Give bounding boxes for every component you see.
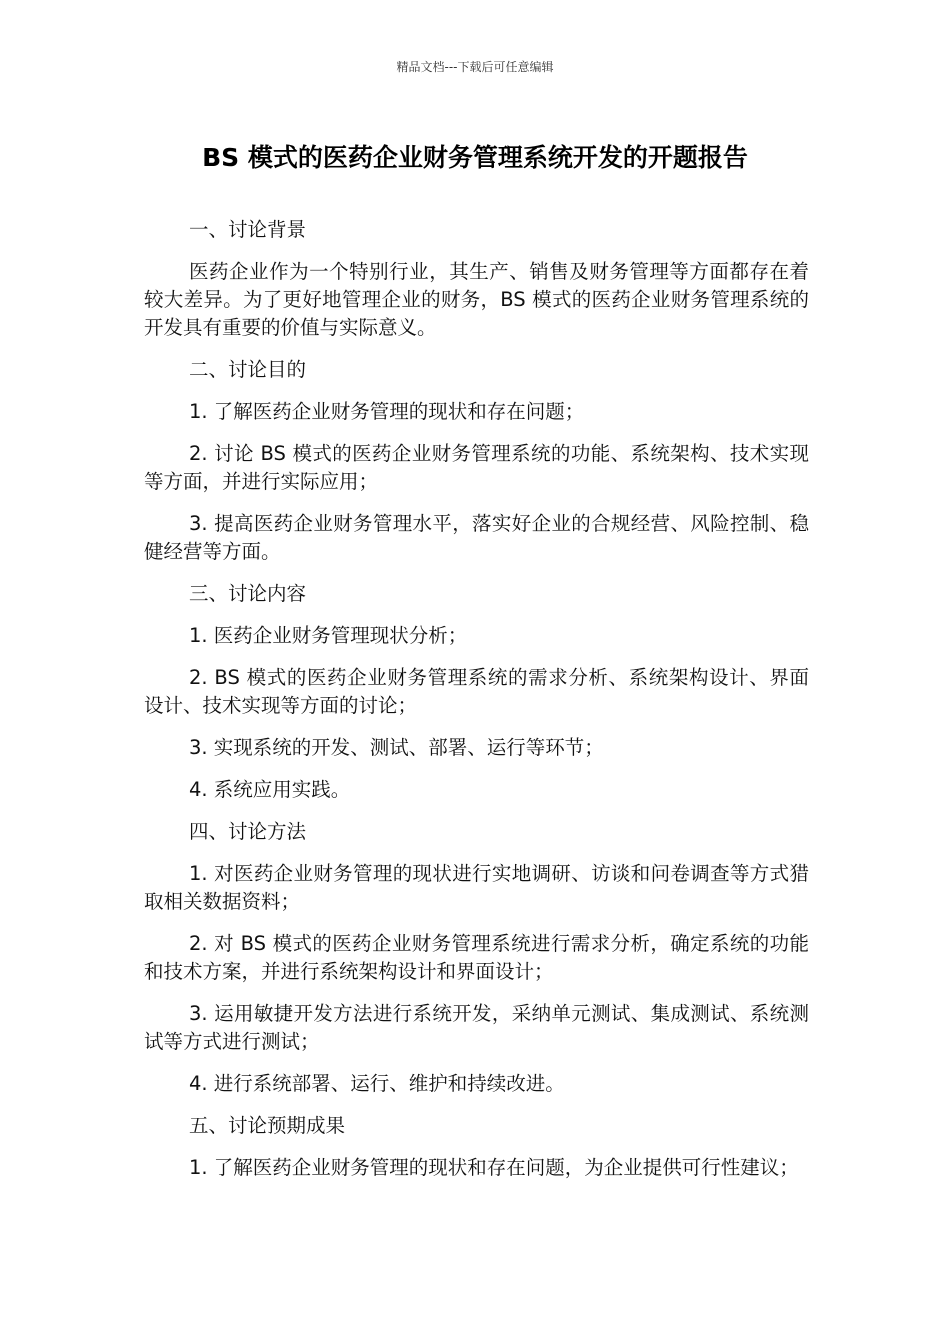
list-item: 1. 了解医药企业财务管理的现状和存在问题； (189, 400, 585, 423)
list-item: 4. 系统应用实践。 (189, 778, 351, 801)
paragraph-background: 医药企业作为一个特别行业，其生产、销售及财务管理等方面都存在着较大差异。为了更好地管理企业的财务，BS 模式的医药企业财务管理系统的开发具有重要的价值与实际意义。 (144, 260, 809, 339)
list-item: 1. 医药企业财务管理现状分析； (189, 624, 468, 647)
section-heading-background: 一、讨论背景 (189, 218, 307, 241)
list-item: 4. 进行系统部署、运行、维护和持续改进。 (189, 1072, 565, 1095)
page-header: 精品文档---下载后可任意编辑 (396, 60, 554, 74)
list-item: 2. 对 BS 模式的医药企业财务管理系统进行需求分析，确定系统的功能和技术方案，并进行系统架构设计和界面设计； (144, 932, 809, 983)
list-item: 3. 实现系统的开发、测试、部署、运行等环节； (189, 736, 604, 759)
list-item: 3. 运用敏捷开发方法进行系统开发，采纳单元测试、集成测试、系统测试等方式进行测试； (144, 1002, 809, 1053)
document-body (144, 216, 809, 1196)
list-item: 2. BS 模式的医药企业财务管理系统的需求分析、系统架构设计、界面设计、技术实现等方面的讨论； (144, 666, 809, 717)
list-item: 1. 了解医药企业财务管理的现状和存在问题，为企业提供可行性建议； (189, 1156, 799, 1179)
document-title: BS 模式的医药企业财务管理系统开发的开题报告 (202, 143, 748, 172)
section-heading-content: 三、讨论内容 (189, 582, 307, 605)
section-heading-results: 五、讨论预期成果 (189, 1114, 346, 1137)
section-heading-method: 四、讨论方法 (189, 820, 307, 843)
section-heading-purpose: 二、讨论目的 (189, 358, 307, 381)
list-item: 3. 提高医药企业财务管理水平，落实好企业的合规经营、风险控制、稳健经营等方面。 (144, 512, 809, 563)
list-item: 1. 对医药企业财务管理的现状进行实地调研、访谈和问卷调查等方式猎取相关数据资料； (144, 862, 809, 913)
list-item: 2. 讨论 BS 模式的医药企业财务管理系统的功能、系统架构、技术实现等方面，并进行实际应用； (144, 442, 809, 493)
